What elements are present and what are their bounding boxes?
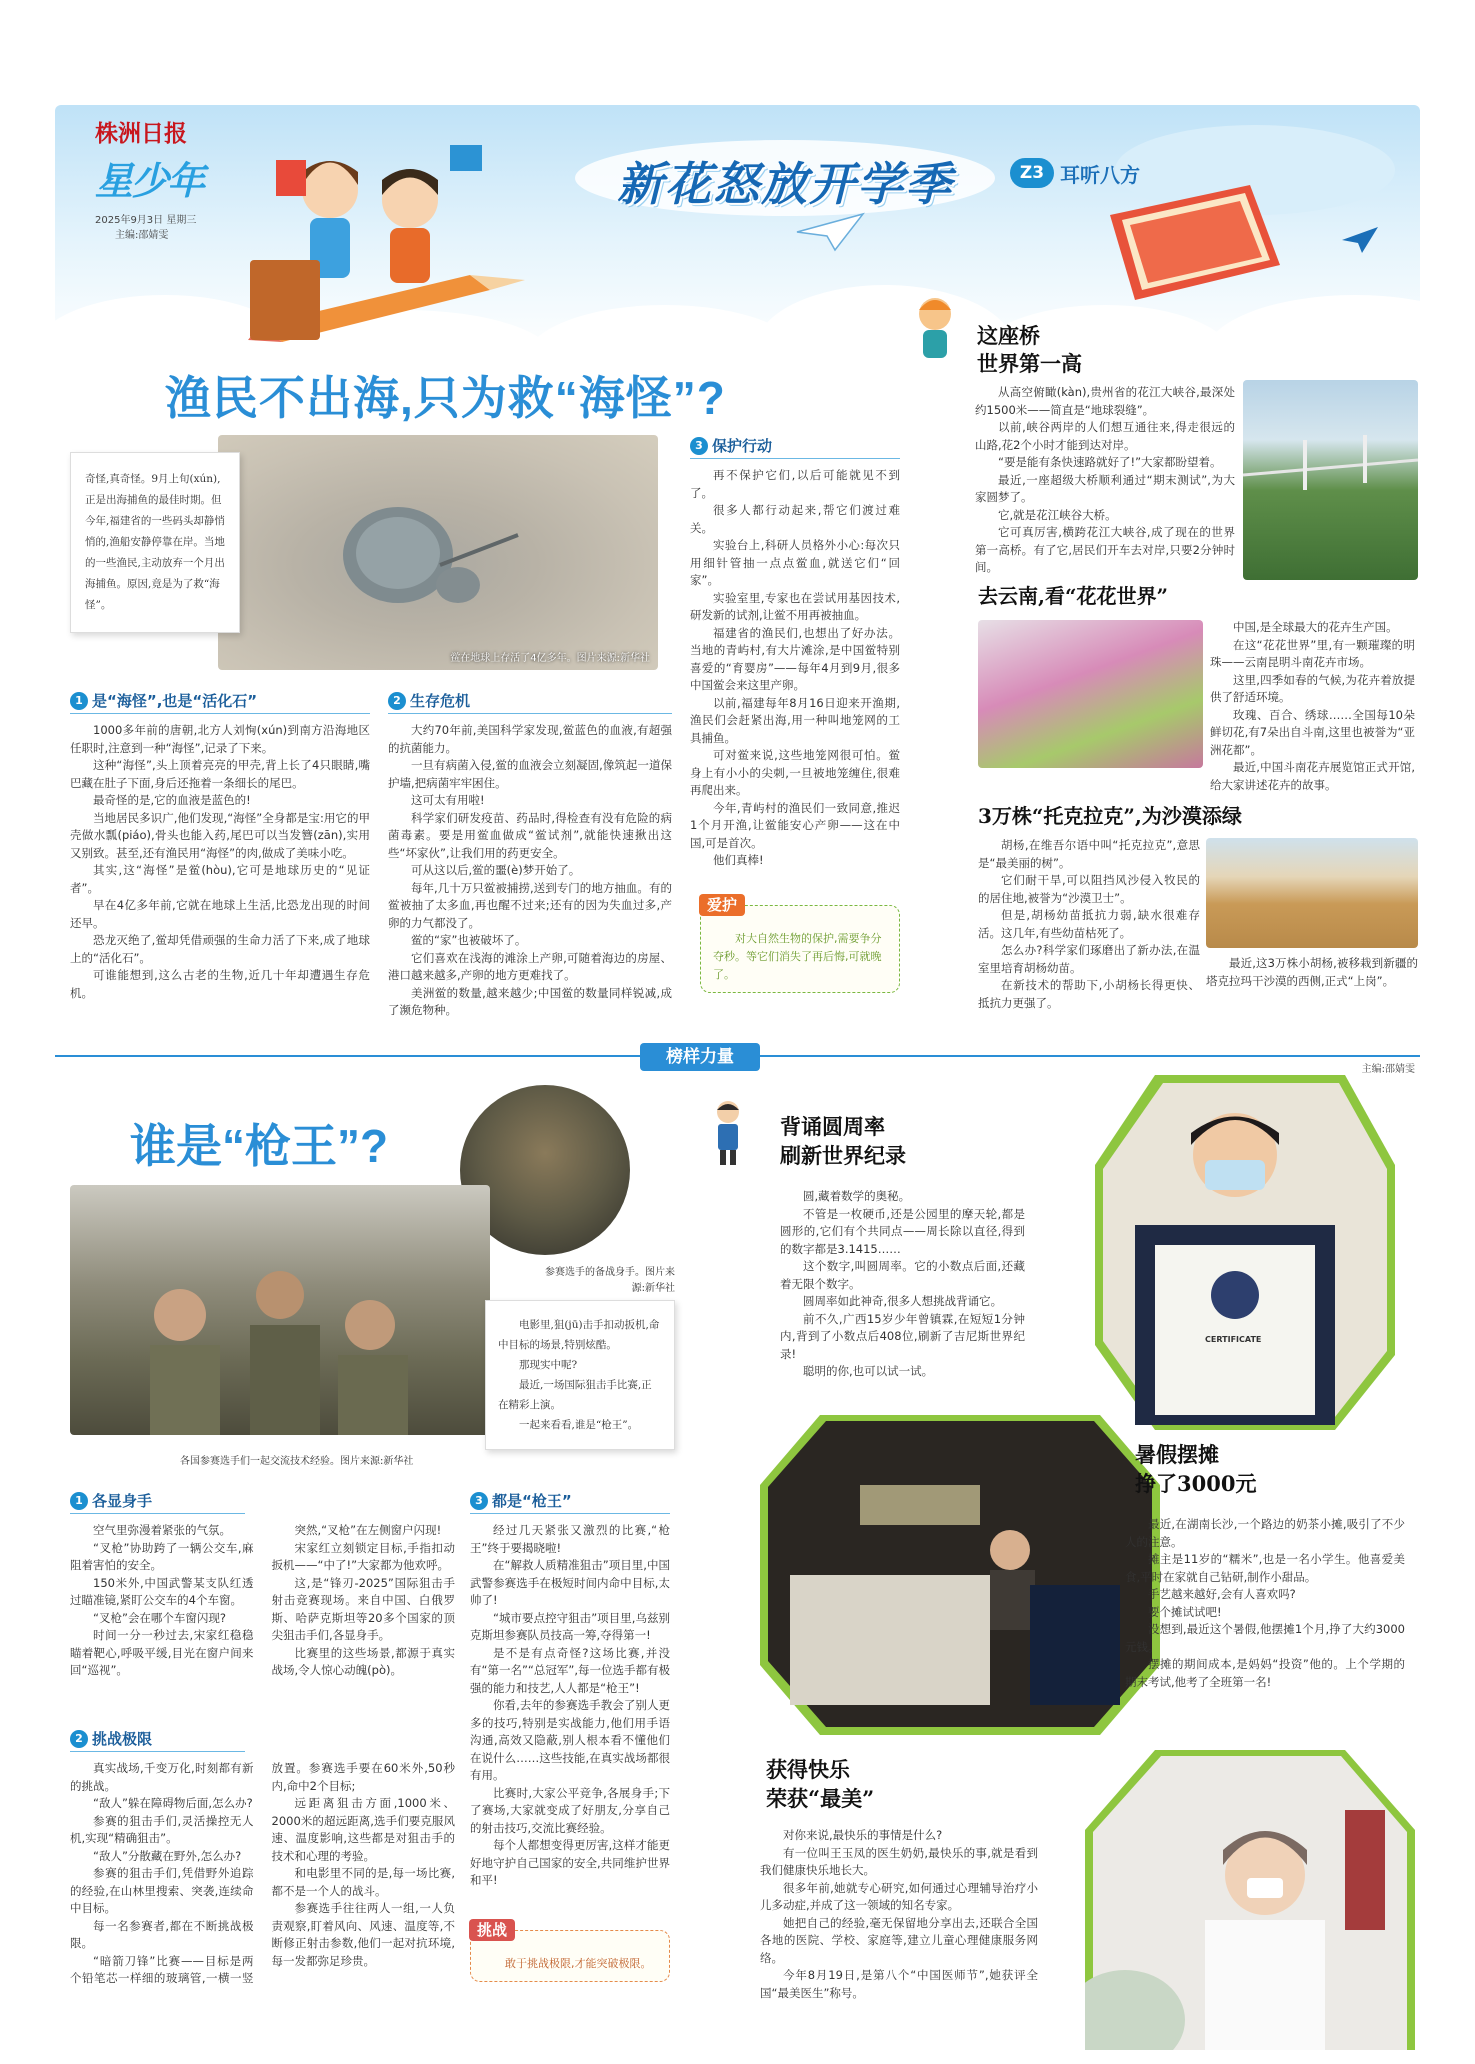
story-title: 暑假摆摊 挣了3000元 [1135,1442,1257,1496]
paragraph: 要个摊试试吧! [1148,1604,1222,1619]
photo-caption: 鲎在地球上存活了4亿多年。图片来源:新华社 [450,653,650,664]
masthead [95,115,235,241]
paragraph: 是不是有点奇怪?这场比赛,并没有“第一名”“总冠军”,每一位选手都有极强的能力和技艺,人人都是“枪王”! [470,1645,670,1695]
story-title: 背诵圆周率 刷新世界纪录 [780,1114,906,1168]
article2-section2 [70,1728,455,2050]
paragraph: 在新技术的帮助下,小胡杨长得更快、抵抗力更强了。 [978,978,1200,1010]
paragraph: 圆,藏着数学的奥秘。 [803,1189,911,1203]
paragraph: 参赛选手往往两人一组,一人负责观察,盯着风向、风速、温度等,不断修正射击参数,他们一起对抗环境,每一发都弥足珍贵。 [271,1901,455,1968]
protect-text: 对大自然生物的保护,需要争分夺秒。等它们消失了再后悔,可就晚了。 [713,932,882,981]
bridge-image [1243,380,1418,580]
paragraph: 怎么办?科学家们琢磨出了新办法,在温室里培育胡杨幼苗。 [978,943,1200,975]
article2-section1 [70,1490,455,1732]
section-number: 2 [388,692,406,710]
section-number: 1 [70,1492,88,1510]
paragraph: “叉枪”协助跨了一辆公交车,麻阻着害怕的安全。 [70,1540,254,1572]
article1-section2 [388,690,672,1020]
paragraph: “要是能有条快速路就好了!”大家都盼望着。 [998,455,1222,469]
paragraph: 摆摊的期间成本,是妈妈“投资”他的。上个学期的期末考试,他考了全班第一名! [1125,1657,1405,1689]
paragraph: “敌人”躲在障碍物后面,怎么办? [93,1796,253,1810]
poplar-story [978,800,1420,1012]
paragraph: 和电影里不同的是,每一场比赛,都不是一个人的战斗。 [271,1866,455,1898]
paragraph: 再不保护它们,以后可能就见不到了。 [690,468,900,500]
paragraph: 摊主是11岁的“糯米”,也是一名小学生。他喜爱美食,平时在家就自己钻研,制作小甜品。 [1125,1552,1405,1584]
paragraph: “敌人”分散藏在野外,怎么办? [93,1848,242,1863]
section-title: 都是“枪王” [492,1492,572,1510]
paragraph: 最近,中国斗南花卉展览馆正式开馆,给大家讲述花卉的故事。 [1210,760,1415,792]
group-caption: 各国参赛选手们一起交流技术经验。图片来源:新华社 [180,1456,414,1467]
paragraph: 突然,“叉枪”在左侧窗户闪现! [294,1523,442,1537]
paragraph: 最近,一座超级大桥顺利通过“期末测试”,为大家圆梦了。 [975,472,1235,504]
article2-section3 [470,1490,670,1890]
paragraph: 空气里弥漫着紧张的气氛。 [93,1523,231,1537]
paragraph: 比赛时,大家公平竞争,各展身手;下了赛场,大家就变成了好朋友,分享自己的射击技巧,交流比赛经验。 [470,1785,670,1835]
section-title: 挑战极限 [92,1730,153,1748]
paragraph: 这种“海怪”,头上顶着亮亮的甲壳,背上长了4只眼睛,嘴巴藏在肚子下面,身后还拖着一条细长的尾巴。 [70,758,370,790]
pi-record-photo [1095,1075,1395,1430]
kids-pencil-illustration [240,110,540,350]
paragraph: 远距离狙击方面,1000米、2000米的超远距离,选手们要克服风速、温度影响,这些都是对狙击手的技术和心理的考验。 [271,1796,455,1863]
paragraph: 很多年前,她就专心研究,如何通过心理辅导治疗小儿多动症,并成了这一领域的知名专家。 [760,1880,1038,1912]
doctor-photo [1085,1750,1415,2050]
paragraph: 以前,福建每年8月16日迎来开渔期,渔民们会赶紧出海,用一种叫地笼网的工具捕鱼。 [690,695,900,745]
doctor-image [1085,1750,1415,2050]
paragraph: 一起来看看,谁是“枪王”。 [519,1419,639,1431]
story-title: 这座桥 世界第一高 [977,323,1082,376]
article1-section1 [70,690,370,1002]
paragraph: 这可太有用啦! [411,793,485,807]
paragraph: “叉枪”会在哪个车窗闪现? [93,1610,227,1625]
paragraph: “暗箭刀锋”比赛——目标是两个铅笔芯一样细的玻璃管,一横一竖放置。参赛选手要在60米外,50秒内,命中2个目标; [70,1761,455,1985]
article1-title: 渔民不出海,只为救“海怪”? [165,372,726,424]
paragraph: 早在4亿多年前,它就在地球上生活,比恐龙出现的时间还早。 [70,898,370,930]
pi-story [780,1112,1080,1381]
paragraph: 宋家红立刻锁定目标,手指扣动扳机——“中了!”大家都为他欢呼。 [271,1540,455,1572]
paragraph: 大约70年前,美国科学家发现,鲎蓝色的血液,有超强的抗菌能力。 [388,723,672,755]
sniper-group-image [70,1185,490,1435]
paragraph: 很多人都行动起来,帮它们渡过难关。 [690,503,900,535]
section-number: 1 [70,692,88,710]
paragraph: 这个数字,叫圆周率。它的小数点后面,还藏着无限个数字。 [780,1259,1025,1291]
story-title: 获得快乐 荣获“最美” [766,1757,875,1811]
paragraph: 圆周率如此神奇,很多人想挑战背诵它。 [803,1294,1003,1308]
story-title: 去云南,看“花花世界” [978,584,1168,608]
sniper-group-photo [70,1185,490,1435]
paragraph: 参赛的狙击手们,凭借野外追踪的经验,在山林里搜索、突袭,连续命中目标。 [70,1866,254,1915]
paragraph: 她把自己的经验,毫无保留地分享出去,还联合全国各地的医院、学校、家庭等,建立儿童心理健康服务网络。 [760,1915,1038,1965]
section-title: 保护行动 [712,437,773,455]
paragraph: 其实,这“海怪”是鲎(hòu),它可是地球历史的“见证者”。 [70,863,370,895]
paragraph: 它们耐干旱,可以阻挡风沙侵入牧民的的居住地,被誉为“沙漠卫士”。 [978,873,1200,905]
paragraph: 不管是一枚硬币,还是公园里的摩天轮,都是圆形的,它们有个共同点——周长除以直径,得到的数字都是3.1415…… [780,1206,1025,1256]
paragraph: 今年,青屿村的渔民们一致同意,推迟1个月开渔,让鲎能安心产卵——这在中国,可是首次。 [690,800,900,850]
challenge-note [470,1921,670,1982]
paragraph: 这里,四季如春的气候,为花卉着放提供了舒适环境。 [1210,672,1415,704]
article1-section3 [690,435,900,870]
paragraph: 他们真棒! [713,853,764,867]
paragraph: 最近,这3万株小胡杨,被移栽到新疆的塔克拉玛干沙漠的西侧,正式“上岗”。 [1206,956,1418,988]
protect-tag: 爱护 [699,894,745,916]
bridge-story [975,322,1420,577]
newspaper-logo: 株洲日报 [95,120,187,147]
article2-title: 谁是“枪王”? [130,1120,389,1172]
paragraph: 每个人都想变得更厉害,这样才能更好地守护自己国家的安全,共同维护世界和平! [470,1838,670,1887]
paragraph: “城市要点控守狙击”项目里,乌兹别克斯坦参赛队员技高一筹,夺得第一! [470,1610,670,1642]
section-title: 是“海怪”,也是“活化石” [92,692,258,710]
student-mascot-icon [708,1098,748,1168]
paragraph: 中国,是全球最大的花卉生产国。 [1233,620,1398,634]
horseshoe-crab-photo [218,435,658,670]
paragraph: 150米外,中国武警某支队红透过瞄准镜,紧盯公交车的4个车窗。 [70,1575,254,1607]
paragraph: 对你来说,最快乐的事情是什么? [783,1828,943,1842]
issue-date: 2025年9月3日 星期三 [95,215,197,226]
paragraph: 在“解救人质精准狙击”项目里,中国武警参赛选手在极短时间内命中目标,太帅了! [470,1558,670,1607]
mascot-icon [905,292,965,367]
stall-image [760,1415,1160,1735]
paragraph: 这,是“锋刃-2025”国际狙击手射击竞赛现场。来自中国、白俄罗斯、哈萨克斯坦等20多个国家的顶尖狙击手们,各显身手。 [271,1575,455,1642]
editor-credit: 主编:邵婧雯 [115,230,169,241]
paragraph: 福建省的渔民们,也想出了好办法。当地的青屿村,有大片滩涂,是中国鲎特别喜爱的“育婴房”——每年4月到9月,很多中国鲎会来这里产卵。 [690,625,900,692]
portrait-caption: 参赛选手的备战身手。图片来源:新华社 [545,1267,675,1294]
paragraph: 你看,去年的参赛选手教会了别人更多的技巧,特别是实战能力,他们用手语沟通,高效又隐蔽,别人根本看不懂他们在说什么……这些技能,在真实战场都很有用。 [470,1698,670,1782]
book-illustration [1090,175,1290,305]
pi-record-image [1095,1075,1395,1430]
stall-story [1105,1440,1405,1691]
paragraph: 科学家们研发疫苗、药品时,得检查有没有危险的病菌毒素。要是用鲎血做成“鲎试剂”,就能快速揪出这些“坏家伙”,让我们用的药更安全。 [388,810,672,860]
paragraph: 1000多年前的唐朝,北方人刘恂(xún)到南方沿海地区任职时,注意到一种“海怪”,记录了下来。 [70,723,370,755]
flower-story [978,580,1420,794]
paragraph: 恐龙灭绝了,鲎却凭借顽强的生命力活了下来,成了地球上的“活化石”。 [70,933,370,965]
paper-plane-icon [1340,225,1380,255]
article2-intro [485,1300,675,1450]
paragraph: 以前,峡谷两岸的人们想互通往来,得走很远的山路,花2个小时才能到达对岸。 [975,420,1235,452]
page-number: Z3 [1010,158,1054,188]
paragraph: 胡杨,在维吾尔语中叫“托克拉克”,意思是“最美丽的树”。 [978,838,1200,870]
paragraph: 聪明的你,也可以试一试。 [803,1364,934,1378]
paragraph: 实验台上,科研人员格外小心:每次只用细针管抽一点点鲎血,就送它们“回家”。 [690,538,900,587]
paragraph: 它可真厉害,横跨花江大峡谷,成了现在的世界第一高桥。有了它,居民们开车去对岸,只要2分钟时间。 [975,525,1235,574]
stall-photo [760,1415,1160,1735]
paragraph: 从高空俯瞰(kàn),贵州省的花江大峡谷,最深处约1500米——简直是“地球裂缝”。 [975,385,1235,417]
paragraph: 手艺越来越好,会有人喜欢吗? [1148,1587,1296,1601]
protect-note [700,896,900,993]
section-number: 3 [690,437,708,455]
paragraph: 今年8月19日,是第八个“中国医师节”,她获评全国“最美医生”称号。 [760,1968,1038,2000]
section-title: 各显身手 [92,1492,153,1510]
paragraph: 当地居民多识广,他们发现,“海怪”全身都是宝:用它的甲壳做水瓢(piáo),骨头也能入药,尾巴可以当发簪(zān),实用又别致。甚至,还有渔民用“海怪”的肉,做成了美味小吃。 [70,810,370,860]
band-label: 榜样力量 [640,1043,760,1071]
band-editor: 主编:邵婧雯 [1361,1064,1415,1075]
paragraph: 但是,胡杨幼苗抵抗力弱,缺水很难存活。这几年,有些幼苗枯死了。 [978,908,1200,940]
flower-market-photo [978,620,1203,768]
section-number: 2 [70,1730,88,1748]
paragraph: 可谁能想到,这么古老的生物,近几十年却遭遇生存危机。 [70,968,370,1000]
article1-intro: 奇怪,真奇怪。9月上旬(xún),正是出海捕鱼的最佳时期。但今年,福建省的一些码头却静悄悄的,渔船安静停靠在岸。当地的一些渔民,主动放弃一个月出海捕鱼。原因,竟是为了救“海怪”。 [70,452,240,633]
paragraph: 它,就是花江峡谷大桥。 [998,507,1117,522]
doctor-story [760,1755,1090,2002]
paragraph: 鲎的“家”也被破坏了。 [411,933,527,947]
challenge-tag: 挑战 [469,1919,515,1941]
paragraph: 最近,一场国际狙击手比赛,正在精彩上演。 [498,1379,652,1411]
paragraph: 有一位叫王玉凤的医生奶奶,最快乐的事,就是看到我们健康快乐地长大。 [760,1845,1038,1877]
paragraph: 可从这以后,鲎的噩(è)梦开始了。 [411,863,581,877]
paragraph: 可对鲎来说,这些地笼网很可怕。鲎身上有小小的尖刺,一旦被地笼缠住,很难再爬出来。 [690,748,900,797]
paragraph: 玫瑰、百合、绣球……全国每10朵鲜切花,有7朵出自斗南,这里也被誉为“亚洲花都”。 [1210,707,1415,757]
paragraph: 最奇怪的是,它的血液是蓝色的! [93,793,251,807]
paragraph: 参赛的狙击手们,灵活操控无人机,实现“精确狙击”。 [70,1813,254,1845]
challenge-text: 敢于挑战极限,才能突破极限。 [505,1957,652,1970]
paragraph: 真实战场,千变万化,时刻都有新的挑战。 [70,1761,254,1793]
certificate-label: CERTIFICATE [1205,1335,1262,1344]
paragraph: 那现实中呢? [519,1359,578,1371]
paragraph: 它们喜欢在浅海的滩涂上产卵,可随着海边的房屋、港口越来越多,产卵的地方更难找了。 [388,950,672,982]
page-title: 新花怒放开学季 [617,157,953,211]
bridge-photo [1243,380,1418,580]
paragraph: 美洲鲎的数量,越来越少;中国鲎的数量同样锐减,成了濒危物种。 [388,985,672,1017]
paragraph: 前不久,广西15岁少年曾镇霖,在短短1分钟内,背到了小数点后408位,刷新了吉尼斯世界纪录! [780,1311,1025,1361]
paper-plane-icon [795,212,865,252]
paragraph: 最近,在湖南长沙,一个路边的奶茶小摊,吸引了不少人的注意。 [1125,1517,1405,1549]
paragraph: 实验室里,专家也在尝试用基因技术,研发新的试剂,让鲎不用再被抽血。 [690,590,900,622]
title-banner [570,138,1000,218]
section-name: 耳听八方 [1060,162,1140,187]
story-title: 3万株“托克拉克”,为沙漠添绿 [978,804,1242,828]
paragraph: 在这“花花世界”里,有一颗璀璨的明珠——云南昆明斗南花卉市场。 [1210,637,1415,669]
supplement-logo: 星少年 [95,159,204,203]
paragraph: 没想到,最近这个暑假,他摆摊1个月,挣了大约3000元钱。 [1125,1622,1405,1654]
paragraph: 时间一分一秒过去,宋家红稳稳瞄着靶心,呼吸平缓,目光在窗户间来回“巡视”。 [70,1628,254,1677]
paragraph: 电影里,狙(jū)击手扣动扳机,命中目标的场景,特别炫酷。 [498,1319,660,1351]
horseshoe-crab-image [218,435,658,670]
paragraph: 经过几天紧张又激烈的比赛,“枪王”终于要揭晓啦! [470,1523,670,1555]
paragraph: 每年,几十万只鲎被捕捞,送到专门的地方抽血。有的鲎被抽了太多血,再也醒不过来;还有的因为失血过多,产卵的力气都没了。 [388,880,672,930]
paragraph: 一旦有病菌入侵,鲎的血液会立刻凝固,像筑起一道保护墙,把病菌牢牢困住。 [388,758,672,790]
desert-poplar-photo [1206,838,1418,948]
section-title: 生存危机 [410,692,471,710]
paragraph: 比赛里的这些场景,都源于真实战场,令人惊心动魄(pò)。 [271,1645,455,1677]
paragraph: 每一名参赛者,都在不断挑战极限。 [70,1918,254,1950]
section-number: 3 [470,1492,488,1510]
